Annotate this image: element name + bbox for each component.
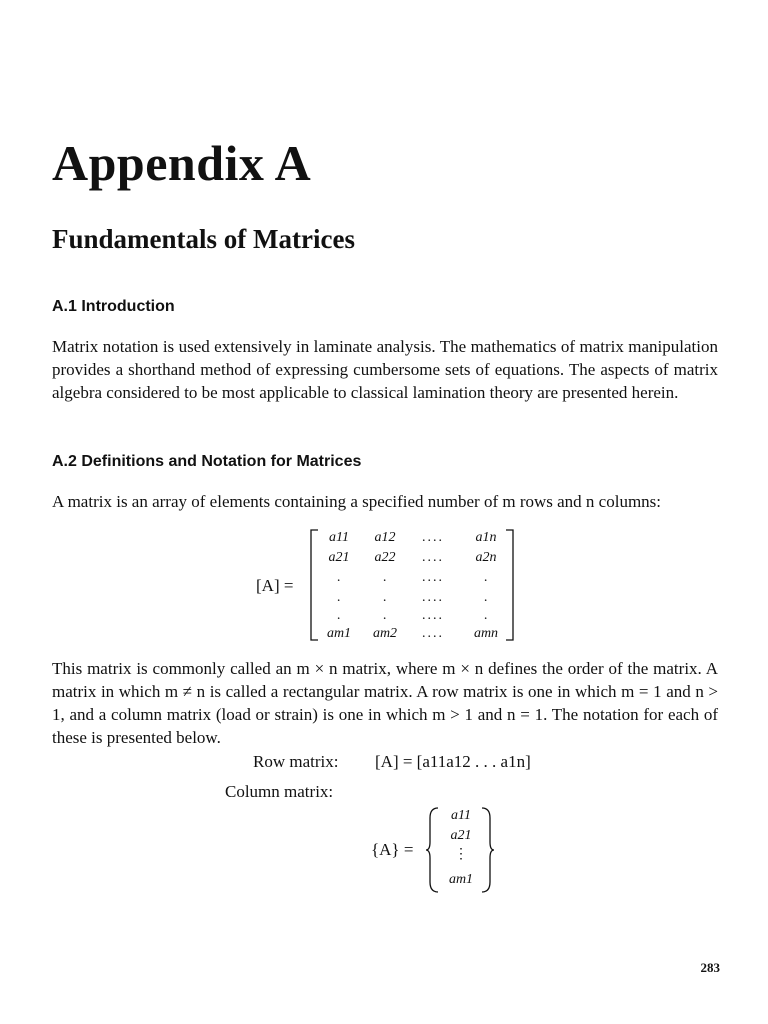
matrix-cell: a1n <box>475 530 497 545</box>
column-matrix-cell: am1 <box>448 872 474 887</box>
matrix-cell: . <box>383 590 387 605</box>
matrix-cell: am2 <box>372 626 398 641</box>
matrix-cell: . <box>484 570 488 585</box>
matrix-label: [A] = <box>256 576 294 595</box>
column-matrix-cell: a11 <box>451 808 471 823</box>
section-heading-definitions: A.2 Definitions and Notation for Matrices <box>52 453 362 470</box>
matrix-cell: .... <box>422 530 444 545</box>
column-matrix-lhs: {A} = <box>371 840 414 859</box>
matrix-cell: . <box>337 590 341 605</box>
matrix-cell: a12 <box>374 530 396 545</box>
matrix-definitions-text: This matrix is commonly called an m × n matrix, where m × n defines the order of the matrix. A matrix in which m ≠ n is called a rectangular matrix. A row matrix is one in which m = 1 and n > 1, and a column matrix (load or strain) is one in which m > 1 and n = 1. The notation for each of these is presented below. <box>52 659 718 747</box>
matrix-cell: .... <box>422 626 444 641</box>
matrix-cell: a11 <box>329 530 349 545</box>
matrix-cell: a2n <box>475 550 497 565</box>
matrix-cell: am1 <box>326 626 352 641</box>
matrix-cell: amn <box>473 626 499 641</box>
matrix-cell: .... <box>422 550 444 565</box>
matrix-cell: . <box>484 590 488 605</box>
row-matrix-label: Row matrix: <box>253 752 339 771</box>
column-matrix-label: Column matrix: <box>225 782 334 801</box>
matrix-cell: .... <box>422 590 444 605</box>
matrix-definitions-paragraph <box>52 657 718 749</box>
matrix-cell: .... <box>422 570 444 585</box>
column-matrix-cell: a21 <box>450 828 472 843</box>
column-matrix-cell: ⋮ <box>454 847 468 862</box>
matrix-cell: . <box>383 608 387 623</box>
page-number: 283 <box>700 960 720 975</box>
row-matrix-expression: [A] = [a11a12 . . . a1n] <box>375 752 531 771</box>
matrix-cell: . <box>337 570 341 585</box>
definitions-intro-paragraph <box>52 490 718 513</box>
appendix-title: Appendix A <box>52 135 312 191</box>
introduction-paragraph <box>52 335 718 404</box>
introduction-text: Matrix notation is used extensively in laminate analysis. The mathematics of matrix manipulation provides a shorthand method of expressing cumbersome sets of equations. The aspects of matrix algebra considered to be most applicable to classical lamination theory are presented herein. <box>52 337 718 402</box>
matrix-cell: . <box>337 608 341 623</box>
matrix-cell: . <box>484 608 488 623</box>
definitions-intro-text: A matrix is an array of elements containing a specified number of m rows and n columns: <box>52 492 662 511</box>
matrix-cell: . <box>383 570 387 585</box>
matrix-cell: a21 <box>328 550 350 565</box>
section-heading-introduction: A.1 Introduction <box>52 298 175 315</box>
matrix-cell: a22 <box>374 550 396 565</box>
chapter-title: Fundamentals of Matrices <box>52 224 355 254</box>
matrix-cell: .... <box>422 608 444 623</box>
